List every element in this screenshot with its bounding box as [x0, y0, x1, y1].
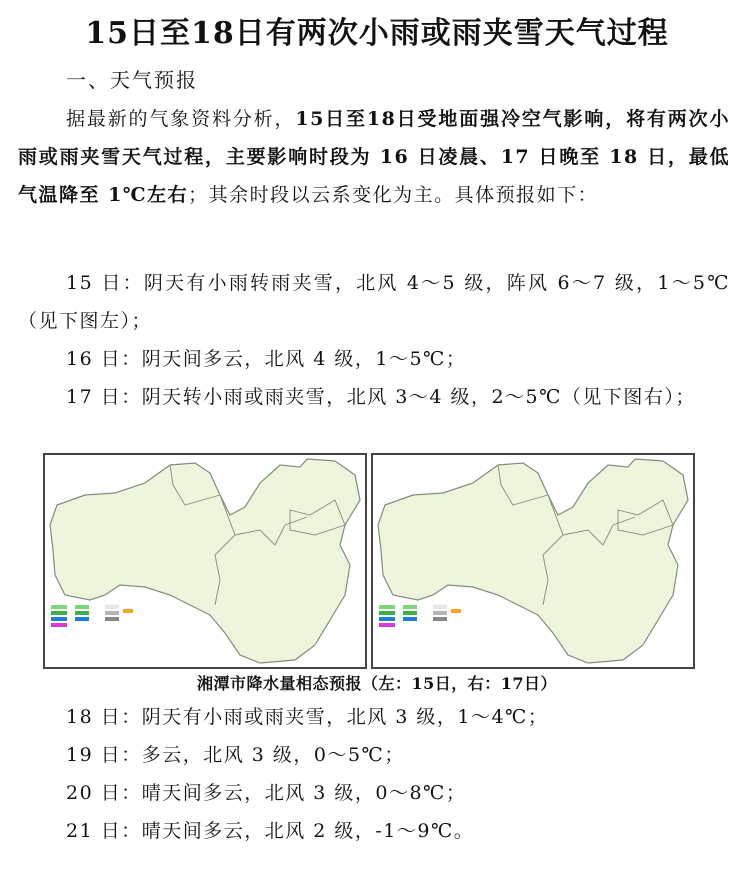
intro-paragraph	[18, 100, 730, 214]
legend-swatch	[403, 605, 417, 609]
map-caption: 湘潭市降水量相态预报（左：15日，右：17日）	[196, 674, 558, 693]
legend-swatch	[75, 605, 89, 609]
forecast-19: 19 日：多云，北风 3 级，0～5℃；	[66, 744, 405, 766]
legend-swatch	[379, 617, 395, 621]
legend-swatch	[379, 623, 395, 627]
map-right	[371, 453, 695, 669]
map-legend	[51, 605, 133, 627]
map-region	[378, 459, 688, 663]
legend-swatch	[105, 605, 119, 609]
intro-text-2: ；其余时段以云系变化为主。具体预报如下：	[188, 184, 599, 206]
legend-swatch	[75, 617, 89, 621]
legend-swatch	[433, 611, 447, 615]
legend-swatch	[433, 617, 447, 621]
legend-swatch	[51, 605, 67, 609]
forecast-17: 17 日：阴天转小雨或雨夹雪，北风 3～4 级，2～5℃（见下图右）；	[66, 386, 696, 408]
map-right-image	[373, 455, 693, 667]
legend-swatch	[105, 611, 119, 615]
legend-swatch	[51, 617, 67, 621]
forecast-16: 16 日：阴天间多云，北风 4 级，1～5℃；	[66, 348, 467, 370]
intro-text-1: 据最新的气象资料分析，	[66, 108, 296, 130]
legend-swatch	[451, 609, 461, 613]
page-title: 15日至18日有两次小雨或雨夹雪天气过程	[85, 16, 669, 51]
legend-swatch	[51, 611, 67, 615]
map-left-image	[45, 455, 365, 667]
legend-swatch	[379, 605, 395, 609]
legend-swatch	[105, 617, 119, 621]
legend-swatch	[75, 611, 89, 615]
forecast-15: 15 日：阴天有小雨转雨夹雪，北风 4～5 级，阵风 6～7 级，1～5℃（见下图左）；	[18, 272, 730, 332]
precipitation-maps	[43, 453, 695, 667]
legend-swatch	[403, 617, 417, 621]
legend-swatch	[51, 623, 67, 627]
legend-swatch	[433, 605, 447, 609]
forecast-20: 20 日：晴天间多云，北风 3 级，0～8℃；	[66, 782, 467, 804]
legend-swatch	[403, 611, 417, 615]
intro-text-bold: 15日至18日受地面强冷空气影响，将有两次小雨或雨夹雪天气过程，主要影响时段为 16 日凌晨、17 日晚至 18 日，最低气温降至 1℃左右	[18, 108, 730, 206]
legend-swatch	[123, 609, 133, 613]
legend-swatch	[379, 611, 395, 615]
section-heading: 一、天气预报	[66, 68, 198, 92]
map-legend	[379, 605, 461, 627]
forecast-18: 18 日：阴天有小雨或雨夹雪，北风 3 级，1～4℃；	[66, 706, 549, 728]
map-region	[50, 459, 360, 663]
map-left	[43, 453, 367, 669]
forecast-21: 21 日：晴天间多云，北风 2 级，-1～9℃。	[66, 820, 475, 842]
